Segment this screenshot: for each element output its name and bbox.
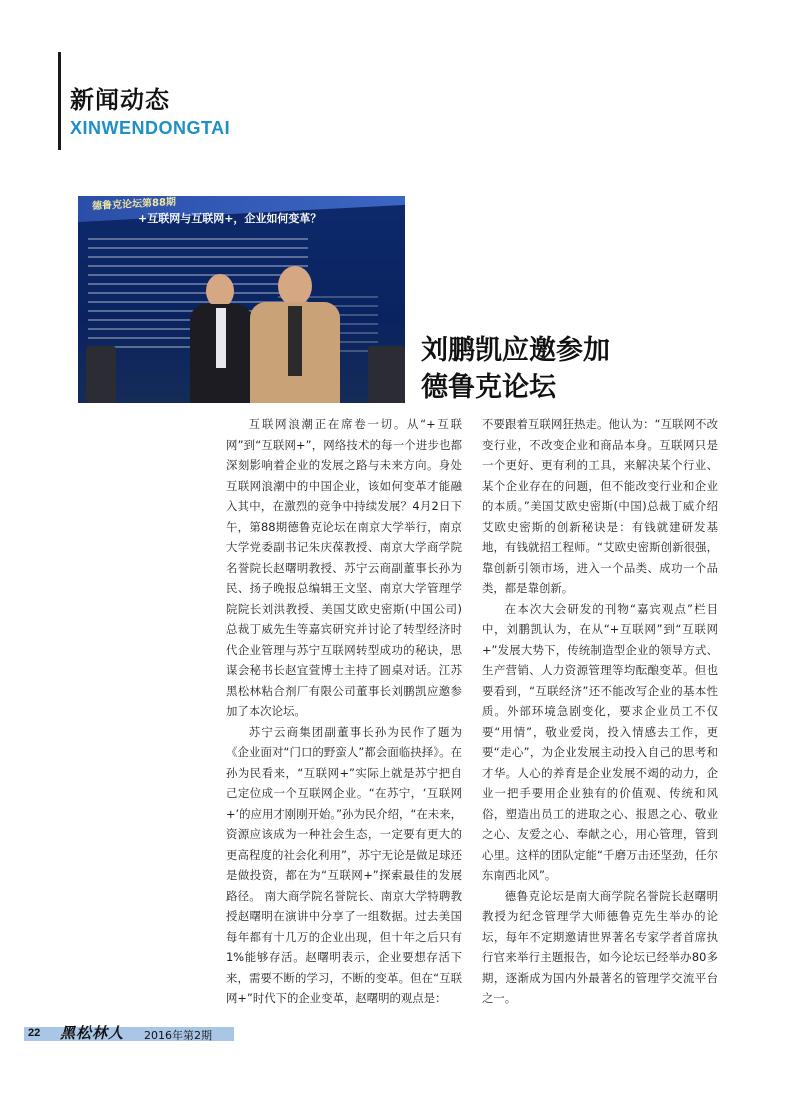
photo-chair xyxy=(86,346,116,403)
headline-line2: 德鲁克论坛 xyxy=(421,372,556,403)
article-paragraph: 苏宁云商集团副董事长孙为民作了题为《企业面对“门口的野蛮人”都会面临抉择》。在孙为民看来，“互联网+”实际上就是苏宁把自己定位成一个互联网企业。“在苏宁，‘互联网+’的应用才刚刚开始。”孙为民介绍，“在未来，资源应该成为一种社会生态，一定要有更大的更高程度的社会化利用”，苏宁无论是做足球还是做投资，都在为“互联网+”探索最佳的发展路径。 南大商学院名誉院长、南京大学特聘教授赵曙明在演讲中分享了一组数据。过去美国每年都有十几万的企业出现，但十年之后只有1%能够存活。赵曙明表示，企业要想存活下来，需要不断的学习，不断的变革。但在“互联网+”时代下的企业变革，赵曙明的观点是： xyxy=(226,724,462,1005)
photo-banner-line2: +互联网与互联网+，企业如何变革？ xyxy=(138,212,322,225)
section-title: 新闻动态 xyxy=(70,86,170,114)
photo-person-left xyxy=(190,274,252,403)
magazine-name: 黑松林人 xyxy=(60,1024,125,1042)
article-paragraph: 德鲁克论坛是南大商学院名誉院长赵曙明教授为纪念管理学大师德鲁克先生举办的论坛，每年不定期邀请世界著名专家学者首席执行官来举行主题报告，如今论坛已经举办80多期，逐渐成为国内外最著名的管理学交流平台之一。 xyxy=(482,888,718,1005)
article-paragraph: 在本次大会研发的刊物“嘉宾观点”栏目中，刘鹏凯认为，在从“+互联网”到“互联网+”发展大势下，传统制造型企业的领导方式、生产营销、人力资源管理等均酝酿变革。但也要看到，“互联经济”还不能改写企业的基本性质。外部环境急剧变化，要求企业员工不仅要“用情”，敬业爱岗，投入情感去工作，更要“走心”，为企业发展主动投入自己的思考和才华。人心的养育是企业发展不竭的动力，企业一把手要用企业独有的价值观、传统和风俗，塑造出员工的进取之心、报恩之心、敬业之心、友爱之心、奉献之心，用心管理，管到心里。这样的团队定能“千磨万击还坚劲，任尔东南西北风”。 xyxy=(482,601,718,882)
article-headline xyxy=(421,332,610,406)
page-number: 22 xyxy=(28,1027,41,1039)
article-paragraph: 互联网浪潮正在席卷一切。从“+互联网”到“互联网+”，网络技术的每一个进步也都深刻影响着企业的发展之路与未来方向。身处互联网浪潮中的中国企业，该如何变革才能融入其中，在激烈的竞争中持续发展？4月2日下午，第88期德鲁克论坛在南京大学举行，南京大学党委副书记朱庆葆教授、南京大学商学院名誉院长赵曙明教授、苏宁云商副董事长孙为民、扬子晚报总编辑王文坚、南京大学管理学院院长刘洪教授、美国艾欧史密斯(中国公司)总裁丁威先生等嘉宾研究并讨论了转型经济时代企业管理与苏宁互联网转型成功的秘诀，思谋会秘书长赵宜萱博士主持了圆桌对话。江苏黑松林粘合剂厂有限公司董事长刘鹏凯应邀参加了本次论坛。 xyxy=(226,417,462,718)
section-subtitle: XINWENDONGTAI xyxy=(70,118,231,138)
headline-line1: 刘鹏凯应邀参加 xyxy=(421,335,610,366)
event-photo xyxy=(78,196,405,403)
photo-banner-line1: 德鲁克论坛第88期 xyxy=(92,196,176,213)
article-column-right xyxy=(482,414,718,1009)
photo-chair xyxy=(368,346,405,403)
photo-person-right xyxy=(250,266,340,403)
article-paragraph: 不要跟着互联网狂热走。他认为：“互联网不改变行业，不改变企业和商品本身。互联网只是一个更好、更有利的工具，来解决某个行业、某个企业存在的问题，但不能改变行业和企业的本质。”美国艾欧史密斯(中国)总裁丁威介绍艾欧史密斯的创新秘诀是：有钱就建研发基地，有钱就招工程师。“艾欧史密斯创新很强，靠创新引领市场，进入一个品类、成功一个品类，都是靠创新。 xyxy=(482,417,718,595)
issue-label: 2016年第2期 xyxy=(144,1029,212,1042)
section-bar xyxy=(58,52,61,150)
article-column-left xyxy=(226,414,462,1009)
